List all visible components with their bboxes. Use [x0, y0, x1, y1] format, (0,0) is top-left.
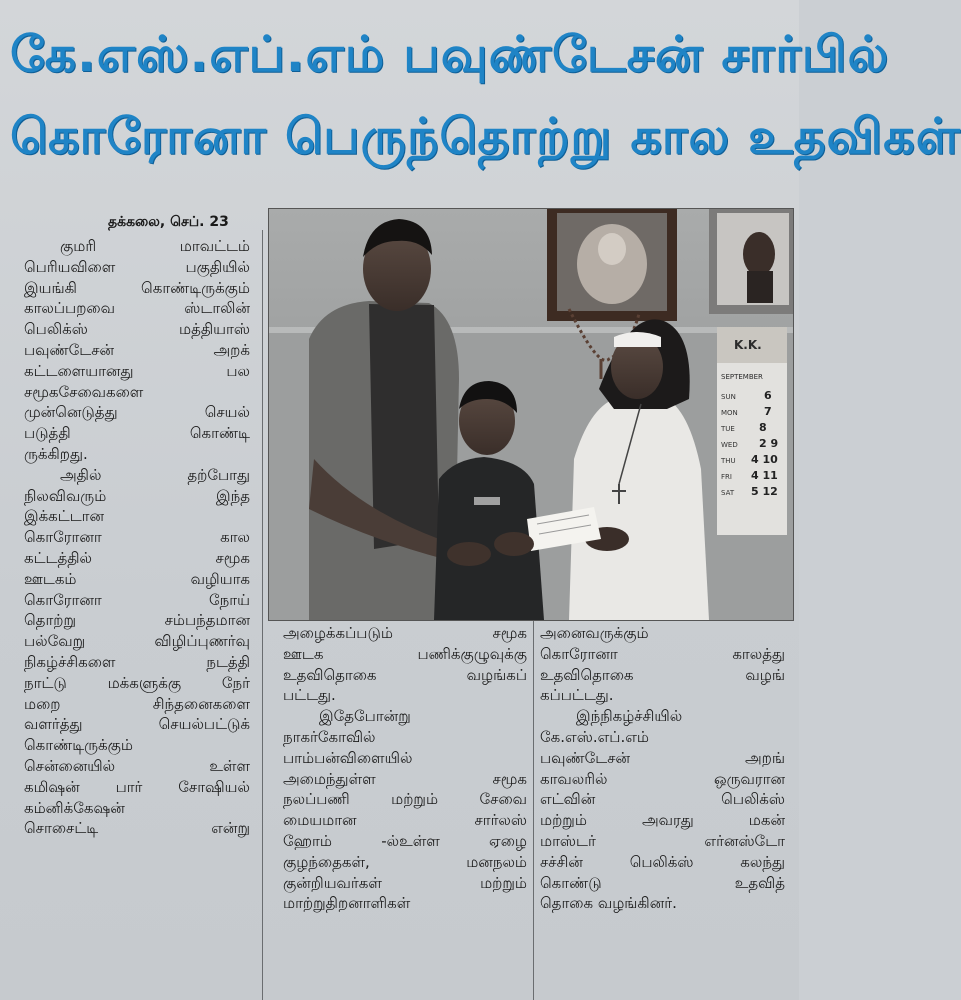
article-text-line: நிலவிவரும் இந்த: [24, 486, 250, 505]
article-text-line: ஊடகம் வழியாக: [24, 569, 250, 588]
article-text-line: கட்டத்தில் சமூக: [24, 548, 250, 567]
article-text-line: காலப்பறவை ஸ்டாலின்: [24, 299, 250, 318]
article-text-line: கொண்டிருக்கும்: [24, 736, 133, 755]
calendar-day-label: TUE: [721, 425, 735, 433]
article-text-line: காவலரில் ஒருவரான: [540, 769, 785, 788]
article-text-line: ருக்கிறது.: [24, 444, 88, 463]
article-text-line: பவுண்டேசன் அறக்: [24, 340, 250, 359]
article-photo: [268, 208, 794, 621]
article-text-line: இந்நிகழ்ச்சியில்: [576, 707, 683, 726]
article-text-line: பாம்பன்விளையில்: [283, 748, 413, 767]
article-text-line: படுத்தி கொண்டி: [24, 424, 250, 443]
calendar-label: K.K.: [734, 338, 762, 352]
article-column-1: [24, 236, 250, 839]
article-text-line: நாகர்கோவில்: [283, 727, 376, 746]
article-text-line: நலப்பணி மற்றும் சேவை: [283, 790, 527, 809]
article-text-line: குன்றியவர்கள் மற்றும்: [283, 873, 527, 892]
article-text-line: எட்வின் பெலிக்ஸ்: [540, 790, 785, 809]
calendar-day-label: MON: [721, 409, 738, 417]
article-text-line: கே.எஸ்.எப்.எம்: [540, 727, 650, 746]
article-text-line: கட்டளையானது பல: [24, 361, 250, 380]
article-text-line: கொரோனா காலத்து: [540, 644, 785, 663]
article-text-line: பவுண்டேசன் அறங்: [540, 748, 785, 767]
calendar-month: SEPTEMBER: [721, 373, 763, 381]
dateline: தக்கலை, செப். 23: [108, 214, 229, 230]
svg-text:7: 7: [764, 405, 772, 418]
headline-line-1: கே.எஸ்.எப்.எம் பவுண்டேசன் சார்பில்: [10, 26, 890, 83]
article-text-line: பெலிக்ஸ் மத்தியாஸ்: [24, 320, 250, 339]
article-text-line: ஊடக பணிக்குழுவுக்கு: [283, 644, 527, 663]
article-text-line: சச்சின் பெலிக்ஸ் கலந்து: [540, 852, 785, 871]
article-text-line: அழைக்கப்படும் சமூக: [283, 624, 527, 642]
article-text-line: வளர்த்து செயல்பட்டுக்: [24, 715, 250, 734]
article-text-line: உதவிதொகை வழங்கப்: [283, 665, 527, 684]
wall-frame-right: [709, 209, 793, 314]
article-text-line: இயங்கி கொண்டிருக்கும்: [24, 278, 250, 297]
article-text-line: உதவிதொகை வழங்: [540, 665, 785, 684]
article-text-line: நாட்டு மக்களுக்கு நேர்: [24, 673, 250, 692]
article-text-line: பல்வேறு விழிப்புணர்வு: [24, 632, 250, 651]
article-text-line: அதில் தற்போது: [60, 465, 250, 484]
column-rule-middle: [533, 620, 534, 1000]
article-text-line: கொண்டு உதவித்: [540, 873, 785, 892]
wall-frame: [547, 209, 677, 321]
calendar-day-label: THU: [721, 457, 736, 465]
headline-line-2: கொரோனா பெருந்தொற்று கால உதவிகள்: [10, 108, 961, 165]
article-text-line: இதேபோன்று: [319, 707, 411, 726]
article-text-line: பெரியவிளை பகுதியில்: [24, 257, 250, 276]
article-text-line: கப்பட்டது.: [540, 686, 614, 705]
svg-text:4 11: 4 11: [751, 469, 778, 482]
article-text-line: ஹோம் -ல்உள்ள ஏழை: [283, 831, 527, 850]
article-text-line: கொரோனா கால: [24, 528, 250, 547]
article-text-line: தொற்று சம்பந்தமான: [24, 611, 250, 630]
calendar-day-label: WED: [721, 441, 738, 449]
svg-text:4 10: 4 10: [751, 453, 778, 466]
article-text-line: நிகழ்ச்சிகளை நடத்தி: [24, 652, 250, 671]
svg-text:5 12: 5 12: [751, 485, 778, 498]
article-text-line: கமிஷன் பார் சோஷியல்: [24, 777, 250, 796]
wall-calendar: [717, 327, 787, 535]
article-text-line: சமூகசேவைகளை: [24, 382, 144, 401]
article-text-line: மாற்றுதிறனாளிகள்: [283, 894, 411, 913]
article-text-line: கொரோனா நோய்: [24, 590, 250, 609]
column-rule-left: [262, 230, 263, 1000]
article-text-line: சென்னையில் உள்ள: [24, 756, 250, 775]
article-text-line: மாஸ்டர் எர்னஸ்டோ: [540, 831, 785, 850]
article-text-line: கம்னிக்கேஷன்: [24, 798, 125, 817]
article-text-line: அமைந்துள்ள சமூக: [283, 769, 527, 788]
svg-text:8: 8: [759, 421, 767, 434]
calendar-day-label: SAT: [721, 489, 735, 497]
article-text-line: சொசைட்டி என்று: [24, 819, 250, 838]
article-text-line: அனைவருக்கும்: [540, 624, 649, 642]
calendar-day-label: FRI: [721, 473, 732, 481]
article-text-line: குமரி மாவட்டம்: [60, 237, 250, 255]
calendar-day-label: SUN: [721, 393, 736, 401]
article-text-line: இக்கட்டான: [24, 507, 105, 526]
svg-text:2 9: 2 9: [759, 437, 779, 450]
article-text-line: மற்றும் அவரது மகன்: [540, 811, 785, 830]
svg-text:6: 6: [764, 389, 772, 402]
article-text-line: குழந்தைகள், மனநலம்: [283, 852, 527, 871]
article-text-line: மையமான சார்லஸ்: [283, 811, 527, 830]
article-text-line: முன்னெடுத்து செயல்: [24, 403, 250, 422]
article-text-line: பட்டது.: [283, 686, 336, 705]
article-text-line: மறை சிந்தனைகளை: [24, 694, 250, 713]
article-column-3: [540, 623, 785, 914]
article-text-line: தொகை வழங்கினர்.: [540, 894, 677, 913]
article-column-2: [283, 623, 527, 914]
